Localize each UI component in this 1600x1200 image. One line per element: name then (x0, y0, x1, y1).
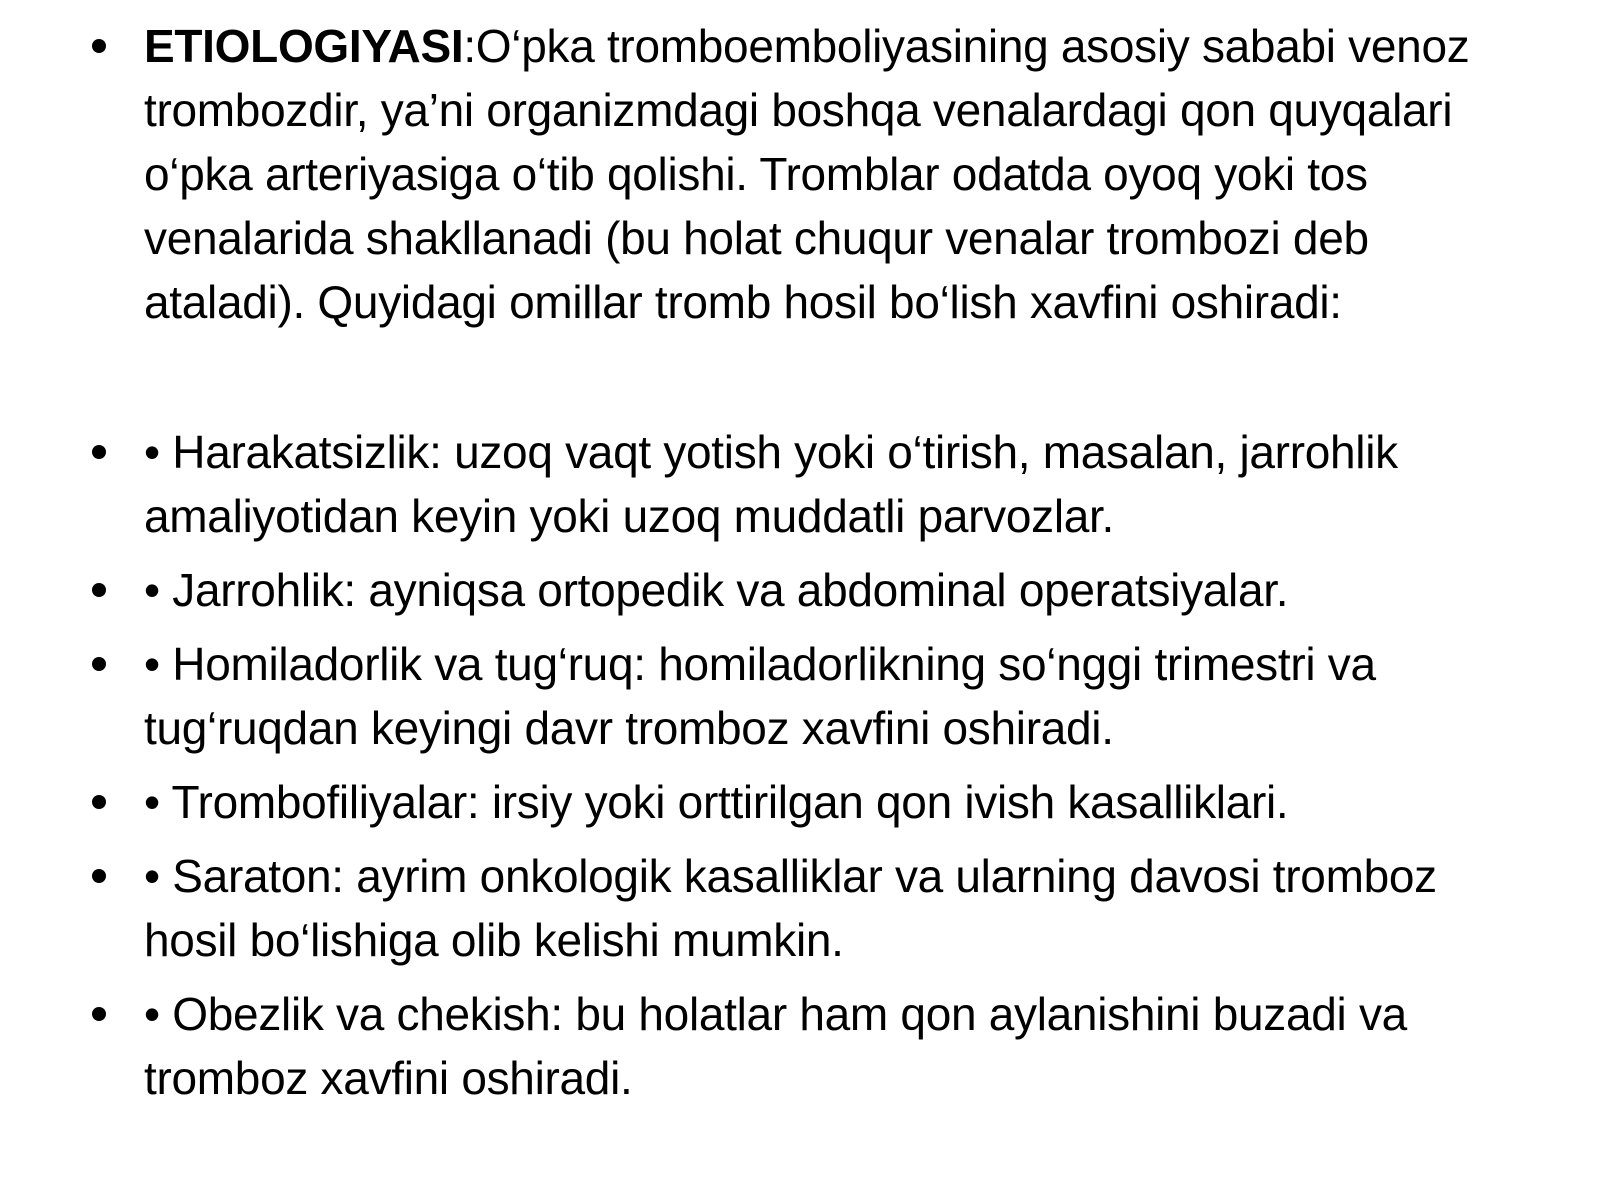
risk-factor-text: • Harakatsizlik: uzoq vaqt yotish yoki o‘tirish, masalan, jarrohlik amaliyotidan keyin yoki uzoq muddatli parvozlar. (144, 426, 1398, 542)
risk-factor-text: • Saraton: ayrim onkologik kasalliklar va ularning davosi tromboz hosil bo‘lishiga olib kelishi mumkin. (144, 850, 1437, 966)
risk-factor-text: • Obezlik va chekish: bu holatlar ham qon aylanishini buzadi va tromboz xavfini oshiradi. (144, 988, 1407, 1104)
bullet-item-obezlik (0, 982, 1600, 1110)
bullet-dot-icon (84, 844, 114, 908)
risk-factor-text: • Homiladorlik va tug‘ruq: homiladorlikning so‘nggi trimestri va tug‘ruqdan keyingi davr tromboz xavfini oshiradi. (144, 638, 1376, 754)
bullet-item-saraton (0, 844, 1600, 972)
bullet-dot-icon (84, 632, 114, 696)
bullet-dot-icon (84, 420, 114, 484)
risk-factor-text: • Jarrohlik: ayniqsa ortopedik va abdominal operatsiyalar. (144, 564, 1289, 616)
bullet-dot-icon (84, 982, 114, 1046)
bullet-dot-icon (84, 770, 114, 834)
bullet-item-etiology (0, 14, 1600, 334)
risk-factor-text: • Trombofiliyalar: irsiy yoki orttirilgan qon ivish kasalliklari. (144, 776, 1289, 828)
bullet-dot-icon (84, 558, 114, 622)
bullet-list (0, 14, 1600, 1120)
bullet-dot-icon (84, 14, 114, 78)
bullet-item-jarrohlik (0, 558, 1600, 622)
bullet-item-harakatsizlik (0, 420, 1600, 548)
bullet-item-homiladorlik (0, 632, 1600, 760)
bullet-item-trombofiliyalar (0, 770, 1600, 834)
etiology-term: ETIOLOGIYASI (144, 20, 464, 72)
etiology-text: :O‘pka tromboemboliyasining asosiy sababi venoz trombozdir, ya’ni organizmdagi boshqa venalardagi qon quyqalari o‘pka arteriyasiga o‘tib qolishi. Tromblar odatda oyoq yoki tos venalarida shakllanadi (bu holat chuqur venalar trombozi deb ataladi). Quyidagi omillar tromb hosil bo‘lish xavfini oshiradi: (144, 20, 1470, 328)
